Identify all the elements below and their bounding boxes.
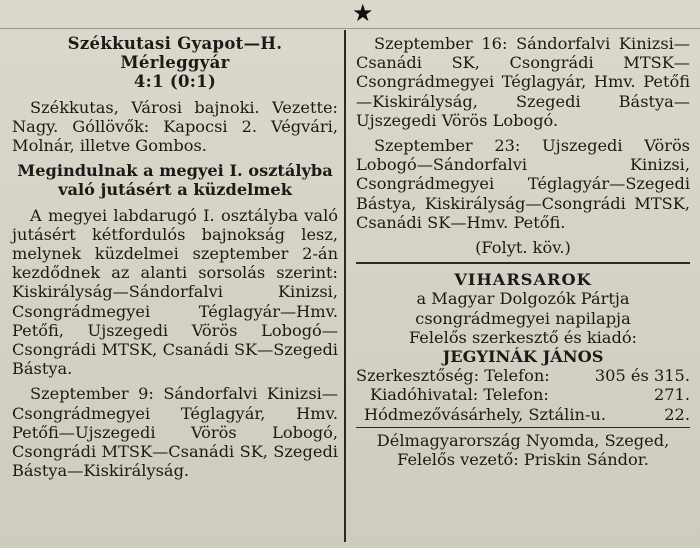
masthead-title: VIHARSAROK [454,270,592,290]
masthead-line-3: Felelős szerkesztő és kiadó: [408,327,638,347]
star-icon: ★ [352,0,374,27]
editorial-phone: 305 és 315. [594,366,690,386]
masthead-line-2: csongrádmegyei napilapja [415,308,631,328]
printer-line-2: Felelős vezető: Priskin Sándor. [397,450,649,470]
publisher-phone: 271. [653,385,690,405]
column-divider [344,30,346,542]
editorial-label: Szerkesztőség: Telefon: [356,366,550,386]
match-headline: Székkutasi Gyapot—H. Mérleggyár [67,34,283,73]
printer-line-1: Délmagyarország Nyomda, Szeged, [376,430,670,450]
article-headline: Megindulnak a megyei I. osztályba való jutásért a küzdelmek [17,161,333,200]
left-column [12,34,338,480]
publisher-label: Kiadóhivatal: Telefon: [370,385,549,405]
editorial-phone-row [356,366,690,385]
continued-note: (Folyt. köv.) [475,238,571,258]
article-body: A megyei labdarugó I. osztályba való jutásért kétfordulós bajnokság lesz, melynek küzdelmei szeptember 2-án kezdődnek az alanti sorsolás szerint: Kiskirályság—Sándorfalvi Kinizsi, Csongrádmegyei Téglagyár—Hmv. Petőfi, Ujszegedi Vörös Lobogó—Csongrádi MTSK, Csanádi SK—Szegedi Bástya. [12,205,338,379]
masthead-line-1: a Magyar Dolgozók Pártja [416,289,630,309]
right-column [356,34,690,469]
fixtures-sept-16: Szeptember 16: Sándorfalvi Kinizsi—Csanádi SK, Csongrádi MTSK—Csongrádmegyei Téglagyár, Hmv. Petőfi—Kiskirályság, Szegedi Bástya—Ujszegedi Vörös Lobogó. [356,34,690,130]
masthead-editor: JEGYINÁK JÁNOS [442,347,604,367]
address-number: 22. [664,404,690,424]
address-city: Hódmezővásárhely, Sztálin-u. [364,404,606,424]
masthead-rule [356,262,690,264]
publisher-phone-row [356,385,690,404]
fixtures-sept-23: Szeptember 23: Ujszegedi Vörös Lobogó—Sándorfalvi Kinizsi, Csongrádmegyei Téglagyár—Szegedi Bástya, Kiskirályság—Csongrádi MTSK, Csanádi SK—Hmv. Petőfi. [356,136,690,232]
fixtures-sept-9: Szeptember 9: Sándorfalvi Kinizsi—Csongrádmegyei Téglagyár, Hmv. Petőfi—Ujszegedi Vörös Lobogó, Csongrádi MTSK—Csanádi SK, Szegedi Bástya—Kiskirályság. [12,384,338,481]
top-rule [0,28,700,29]
address-row [356,405,690,424]
match-report: Székkutas, Városi bajnoki. Vezette: Nagy. Góllövők: Kapocsi 2. Végvári, Molnár, illetve Gombos. [12,97,338,156]
match-score: 4:1 (0:1) [133,72,217,92]
printer-rule [356,427,690,428]
